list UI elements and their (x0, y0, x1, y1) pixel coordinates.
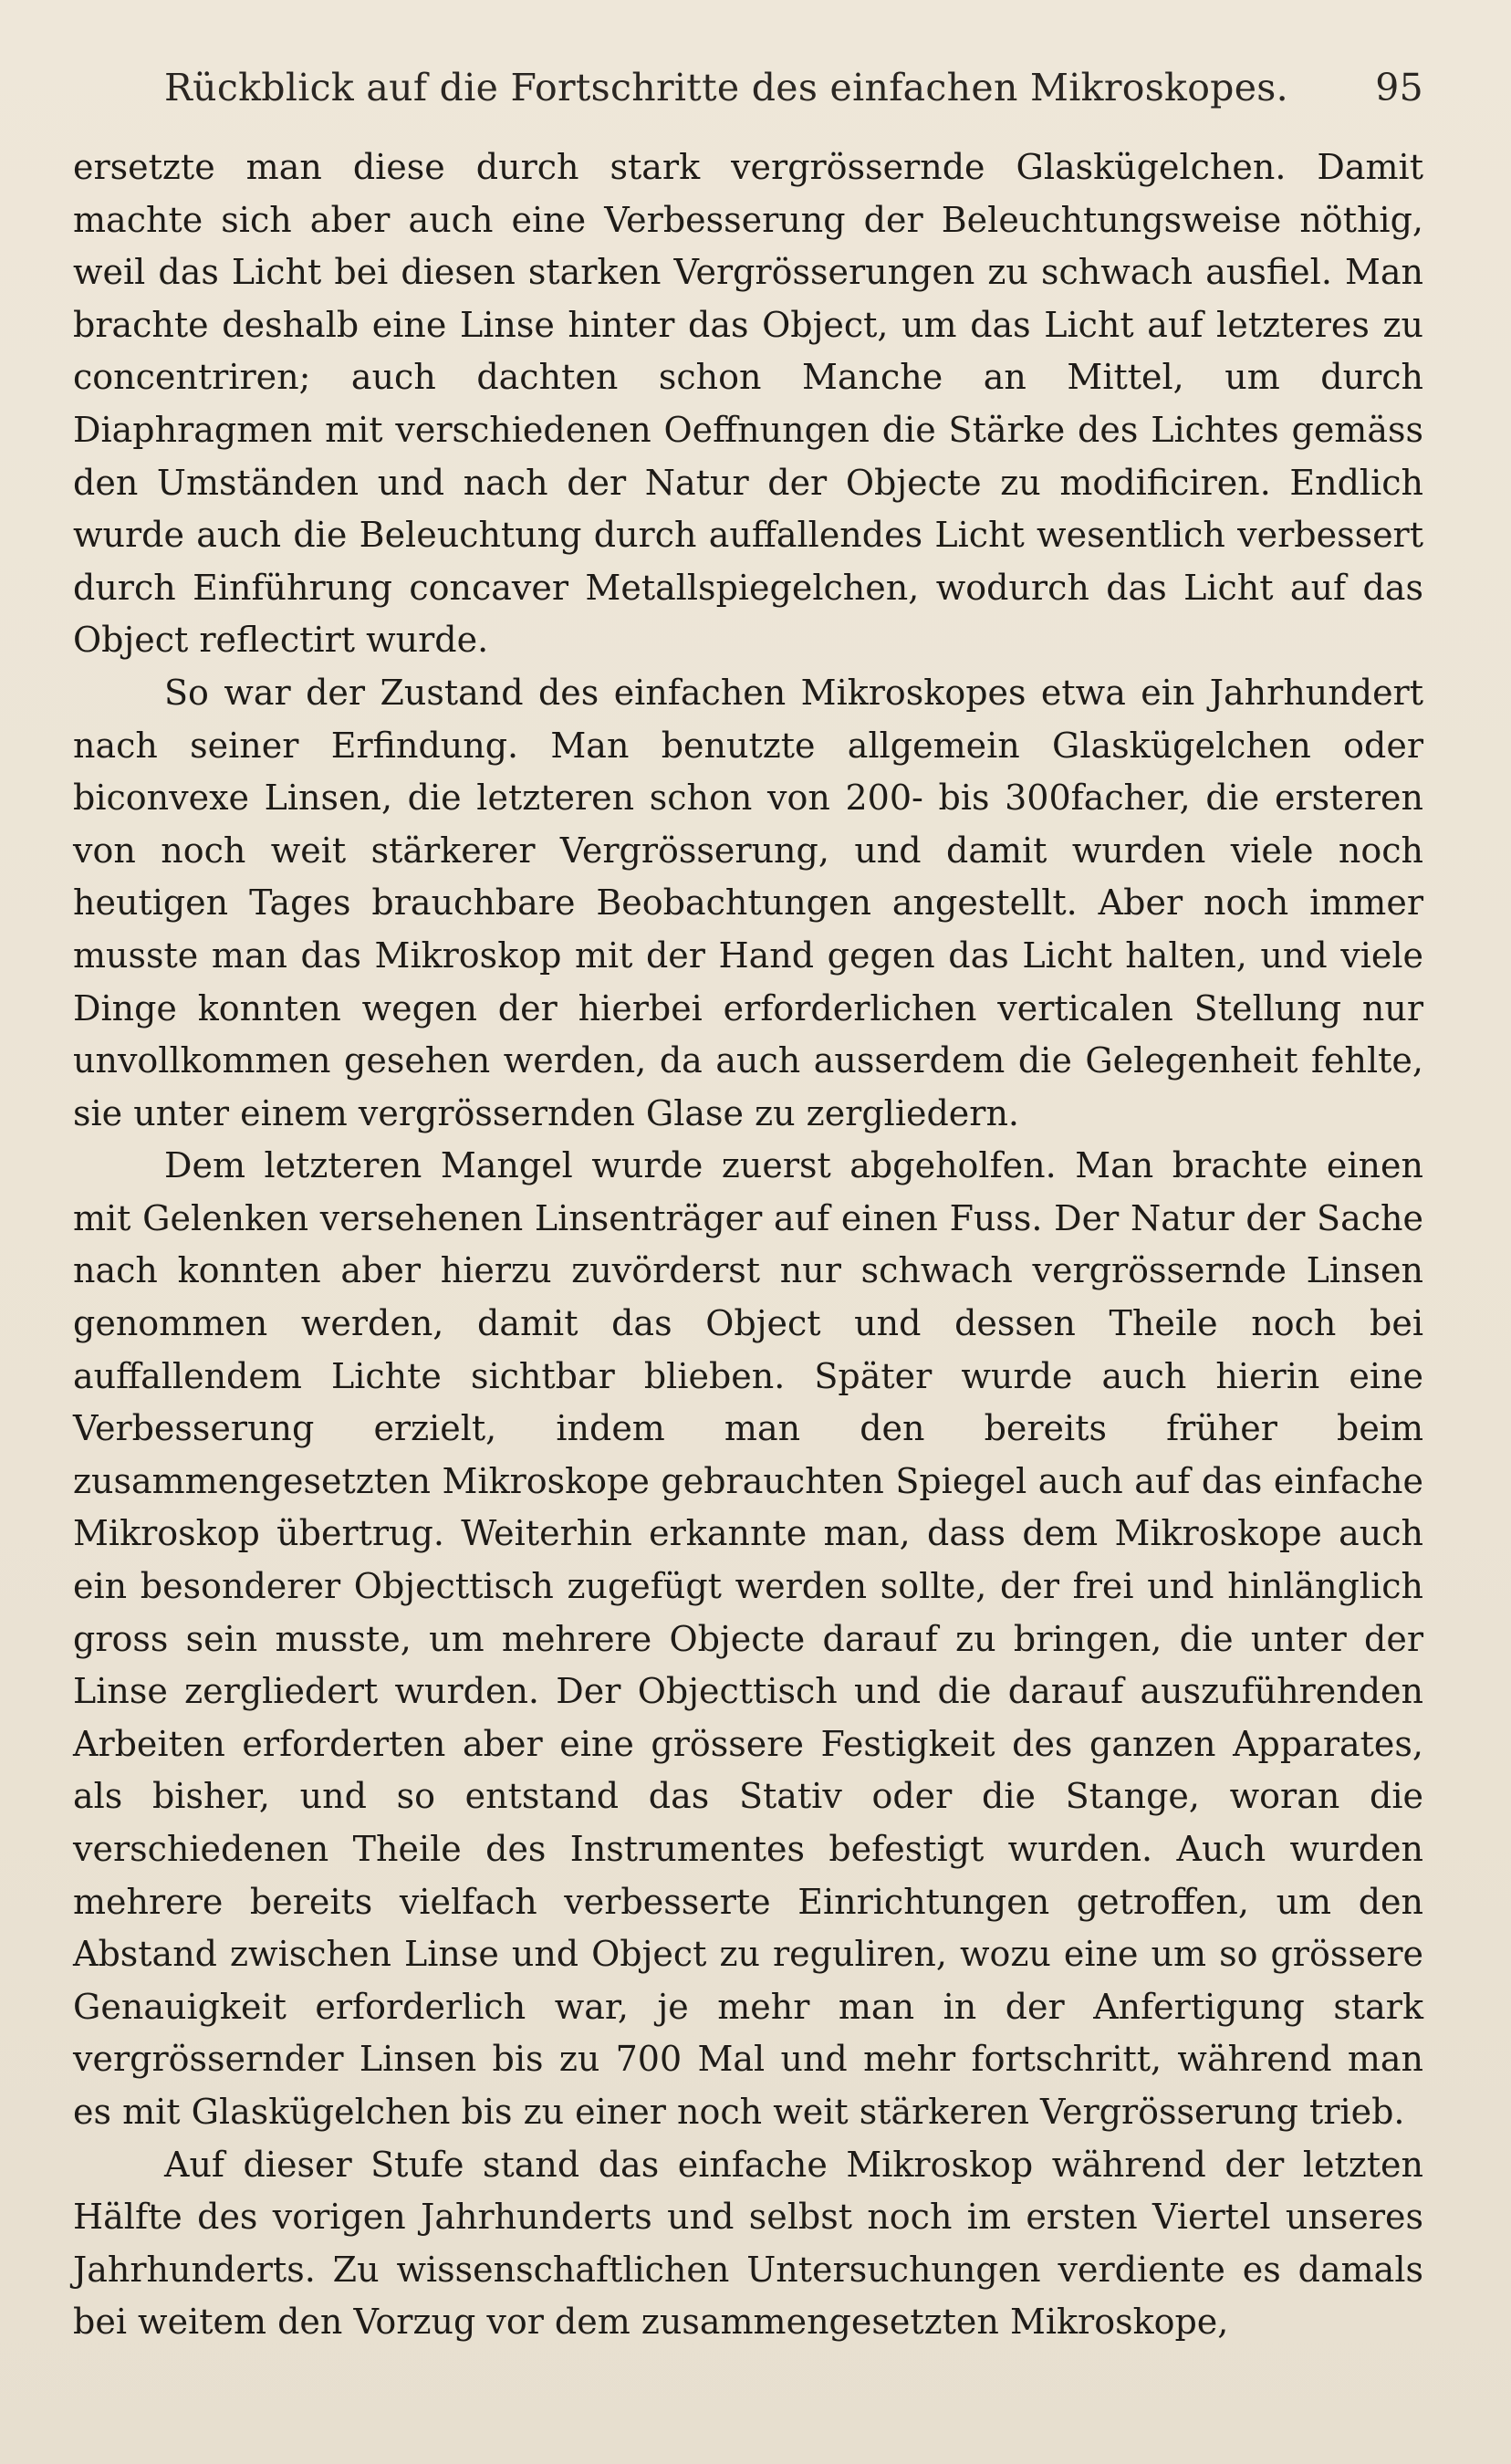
running-head (164, 66, 1442, 120)
paragraph-3: Dem letzteren Mangel wurde zuerst abgeholfen. Man brachte einen mit Gelenken versehenen Linsenträger auf einen Fuss. Der Natur der Sache nach konnten aber hierzu zuvörderst nur schwach vergrössernde Linsen genommen werden, damit das Object und dessen Theile noch bei auffallendem Lichte sichtbar blieben. Später wurde auch hierin eine Verbesserung erzielt, indem man den bereits früher beim zusammengesetzten Mikroskope gebrauchten Spiegel auch auf das einfache Mikroskop übertrug. Weiterhin erkannte man, dass dem Mikroskope auch ein besonderer Objecttisch zugefügt werden sollte, der frei und hinlänglich gross sein musste, um mehrere Objecte darauf zu bringen, die unter der Linse zergliedert wurden. Der Objecttisch und die darauf auszuführenden Arbeiten erforderten aber eine grössere Festigkeit des ganzen Apparates, als bisher, und so entstand das Stativ oder die Stange, woran die verschiedenen Theile des Instrumentes befestigt wurden. Auch wurden mehrere bereits vielfach verbesserte Einrichtungen getroffen, um den Abstand zwischen Linse und Object zu reguliren, wozu eine um so grössere Genauigkeit erforderlich war, je mehr man in der Anfertigung stark vergrössernder Linsen bis zu 700 Mal und mehr fortschritt, während man es mit Glaskügelchen bis zu einer noch weit stärkeren Vergrösserung trieb. (73, 1145, 1423, 2132)
paragraph-4: Auf dieser Stufe stand das einfache Mikroskop während der letzten Hälfte des vorigen Jahrhunderts und selbst noch im ersten Viertel unseres Jahrhunderts. Zu wissenschaftlichen Untersuchungen verdiente es damals bei weitem den Vorzug vor dem zusammengesetzten Mikroskope, (73, 2144, 1423, 2343)
paragraph-2: So war der Zustand des einfachen Mikroskopes etwa ein Jahrhundert nach seiner Erfindung. Man benutzte allgemein Glaskügelchen oder biconvexe Linsen, die letzteren schon von 200- bis 300facher, die ersteren von noch weit stärkerer Vergrösserung, und damit wurden viele noch heutigen Tages brauchbare Beobachtungen angestellt. Aber noch immer musste man das Mikroskop mit der Hand gegen das Licht halten, und viele Dinge konnten wegen der hierbei erforderlichen verticalen Stellung nur unvollkommen gesehen werden, da auch ausserdem die Gelegenheit fehlte, sie unter einem vergrössernden Glase zu zergliedern. (73, 672, 1423, 1133)
body-text (73, 141, 1423, 2349)
paragraph-1: ersetzte man diese durch stark vergrössernde Glaskügelchen. Damit machte sich aber auch eine Verbesserung der Beleuchtungsweise nöthig, weil das Licht bei diesen starken Vergrösserungen zu schwach ausfiel. Man brachte deshalb eine Linse hinter das Object, um das Licht auf letzteres zu concentriren; auch dachten schon Manche an Mittel, um durch Diaphragmen mit verschiedenen Oeffnungen die Stärke des Lichtes gemäss den Umständen und nach der Natur der Objecte zu modificiren. Endlich wurde auch die Beleuchtung durch auffallendes Licht wesentlich verbessert durch Einführung concaver Metallspiegelchen, wodurch das Licht auf das Object reflectirt wurde. (73, 147, 1423, 661)
page-number: 95 (1375, 66, 1423, 110)
page-title: Rückblick auf die Fortschritte des einfachen Mikroskopes. (164, 66, 1288, 110)
